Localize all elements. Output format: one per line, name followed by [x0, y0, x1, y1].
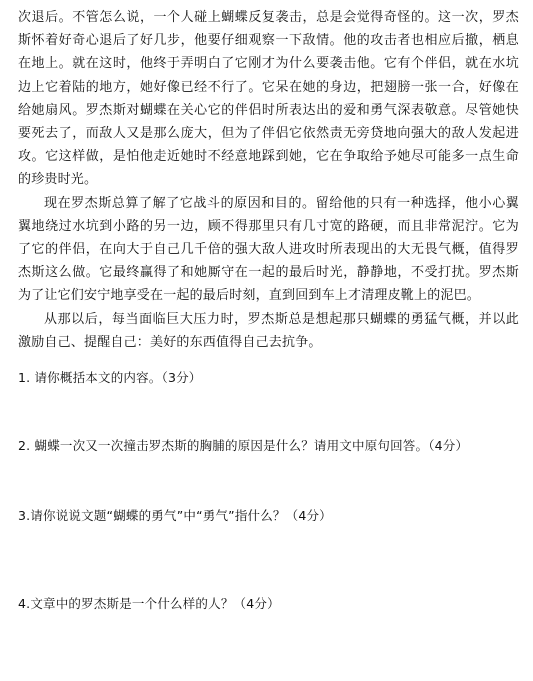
passage-paragraph-3: 从那以后，每当面临巨大压力时，罗杰斯总是想起那只蝴蝶的勇猛气概，并以此激励自己、提醒自己：美好的东西值得自己去抗争。: [18, 311, 519, 350]
question-2: 2. 蝴蝶一次又一次撞击罗杰斯的胸脯的原因是什么？请用文中原句回答。（4分）: [18, 438, 469, 454]
passage-paragraph-2: 现在罗杰斯总算了解了它战斗的原因和目的。留给他的只有一种选择，他小心翼翼地绕过水坑到小路的另一边，顾不得那里只有几寸宽的路硬，而且非常泥泞。它为了它的伴侣，在向大于自己几千倍的强大敌人进攻时所表现出的大无畏气概，值得罗杰斯这么做。它最终赢得了和她厮守在一起的最后时光，静静地，不受打扰。罗杰斯为了让它们安宁地享受在一起的最后时刻，直到回到车上才清理皮靴上的泥巴。: [18, 195, 519, 304]
question-list: [18, 368, 519, 614]
reading-passage: [18, 6, 519, 354]
question-4: 4.文章中的罗杰斯是一个什么样的人？（4分）: [18, 596, 280, 612]
question-1: 1. 请你概括本文的内容。（3分）: [18, 370, 202, 386]
question-3: 3.请你说说文题“蝴蝶的勇气”中“勇气”指什么？（4分）: [18, 508, 332, 524]
passage-paragraph-1: 次退后。不管怎么说，一个人碰上蝴蝶反复袭击，总是会觉得奇怪的。这一次，罗杰斯怀着好奇心退后了好几步，他要仔细观察一下敌情。他的攻击者也相应后撤，栖息在地上。就在这时，他终于弄明白了它刚才为什么要袭击他。它有个伴侣，就在水坑边上它着陆的地方，她好像已经不行了。它呆在她的身边，把翅膀一张一合，好像在给她扇风。罗杰斯对蝴蝶在关心它的伴侣时所表达出的爱和勇气深表敬意。尽管她快要死去了，而敌人又是那么庞大，但为了伴侣它依然责无旁贷地向强大的敌人发起进攻。它这样做，是怕他走近她时不经意地踩到她，它在争取给予她尽可能多一点生命的珍贵时光。: [18, 10, 519, 188]
